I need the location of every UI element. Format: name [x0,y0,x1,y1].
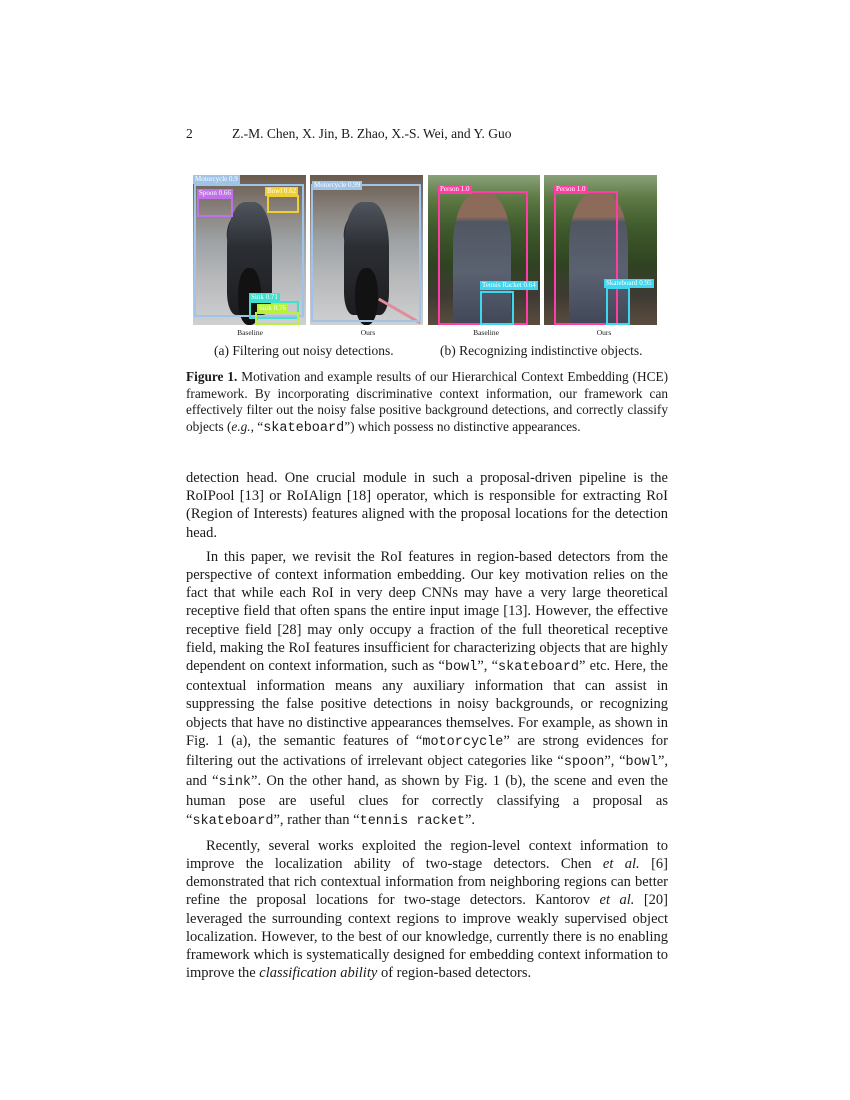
body-text [186,469,668,988]
caption-eg: e.g. [231,419,251,435]
figure-label: Figure 1. [186,369,238,384]
detection-label: Person 1.0 [440,185,470,193]
figure-panel-skateboard-ours [544,175,657,325]
et-al: et al. [602,856,640,873]
code-term: bowl [625,755,658,771]
detection-label: Tennis Racket 0.64 [482,281,536,289]
detection-label: Motorcycle 0.9 [195,175,238,183]
detection-box [311,184,421,322]
detection-label: Spoon 0.66 [199,189,231,197]
page-number: 2 [186,126,193,141]
subfigure-caption-b: (b) Recognizing indistinctive objects. [440,343,643,358]
code-term: sink [218,775,252,791]
detection-label: Bowl 0.62 [267,187,297,195]
caption-code: skateboard [263,421,345,437]
figure-panel-skateboard-baseline [428,175,540,325]
figure-panel-motorcycle-ours [310,175,423,325]
detection-label: Person 1.0 [556,185,586,193]
code-term: tennis racket [359,813,465,829]
caption-text: Motivation and example results of our Hierarchical Context Embedding (HCE) framework. By incorporating discriminative context information, our framework can effectively filter out the noisy false positive background detections, and correctly classify objects ( [186,369,668,435]
figure-caption [186,369,668,438]
code-term: spoon [563,755,605,771]
paragraph-1: detection head. One crucial module in such a proposal-driven pipeline is the RoIPool [13] or RoIAlign [18] operator, which is responsible for extracting RoI (Region of Interests) features aligned with the proposal locations for the detection head. [186,470,668,541]
detection-box [480,291,514,325]
panel-caption: Baseline [473,328,499,337]
author-list: Z.-M. Chen, X. Jin, B. Zhao, X.-S. Wei, and Y. Guo [232,126,512,141]
panel-caption: Ours [360,328,376,337]
caption-text: , “ [250,419,264,435]
paragraph-2: In this paper, we revisit the RoI features in region-based detectors from the perspective of context information embedding. Our key motivation relies on the fact that while each RoI in very deep CNNs may have a very large theoretical receptive field that often spans the entire input image [13]. However, the effective receptive field [28] may only occupy a fraction of the full theoretical receptive field, making the RoI features insufficient for characterizing objects that are highly dependent on context information, such as “bowl”, “skateboard” etc. Here, the contextual information means any auxiliary information that can assist in suppressing the false positive detections in noisy backgrounds, or recognizing objects that have no distinctive appearances themselves. For example, as shown in Fig. 1 (a), the semantic features of “motorcycle” are strong evidences for filtering out the activations of irrelevant object categories like “spoon”, “bowl”, and “sink”. On the other hand, as shown by Fig. 1 (b), the scene and even the human pose are useful clues for correctly classifying a proposal as “skateboard”, rather than “tennis racket”. [186,548,668,829]
detection-box [267,195,299,213]
code-term: skateboard [192,813,274,829]
figure-panel-motorcycle-baseline [193,175,306,325]
detection-box [606,287,630,325]
panel-caption: Ours [596,328,612,337]
et-al: et al. [599,892,635,909]
detection-box [255,312,299,325]
code-term: motorcycle [422,734,504,750]
detection-label: Skateboard 0.95 [606,279,652,287]
emphasis: classification ability [259,965,378,982]
panel-caption: Baseline [237,328,263,337]
detection-label: Sink 0.71 [251,293,278,301]
code-term: skateboard [498,660,580,676]
paragraph-3: Recently, several works exploited the region-level context information to improve the localization ability of two-stage detectors. Chen et al. [6] demonstrated that rich contextual information from neighboring regions can better refine the proposal locations for two-stage detectors. Kantorov et al. [20] leveraged the surrounding context regions to improve weakly supervised object localization. However, to the best of our knowledge, currently there is no enabling framework which is systematically designed for embedding context information to improve the classification ability of region-based detectors. [186,837,668,982]
caption-text: ”) which possess no distinctive appearances. [344,419,581,435]
detection-box [197,197,233,217]
subfigure-caption-a: (a) Filtering out noisy detections. [214,343,394,358]
code-term: bowl [444,660,478,676]
detection-label: Sink 0.76 [259,304,286,312]
detection-label: Motorcycle 0.99 [314,181,361,189]
